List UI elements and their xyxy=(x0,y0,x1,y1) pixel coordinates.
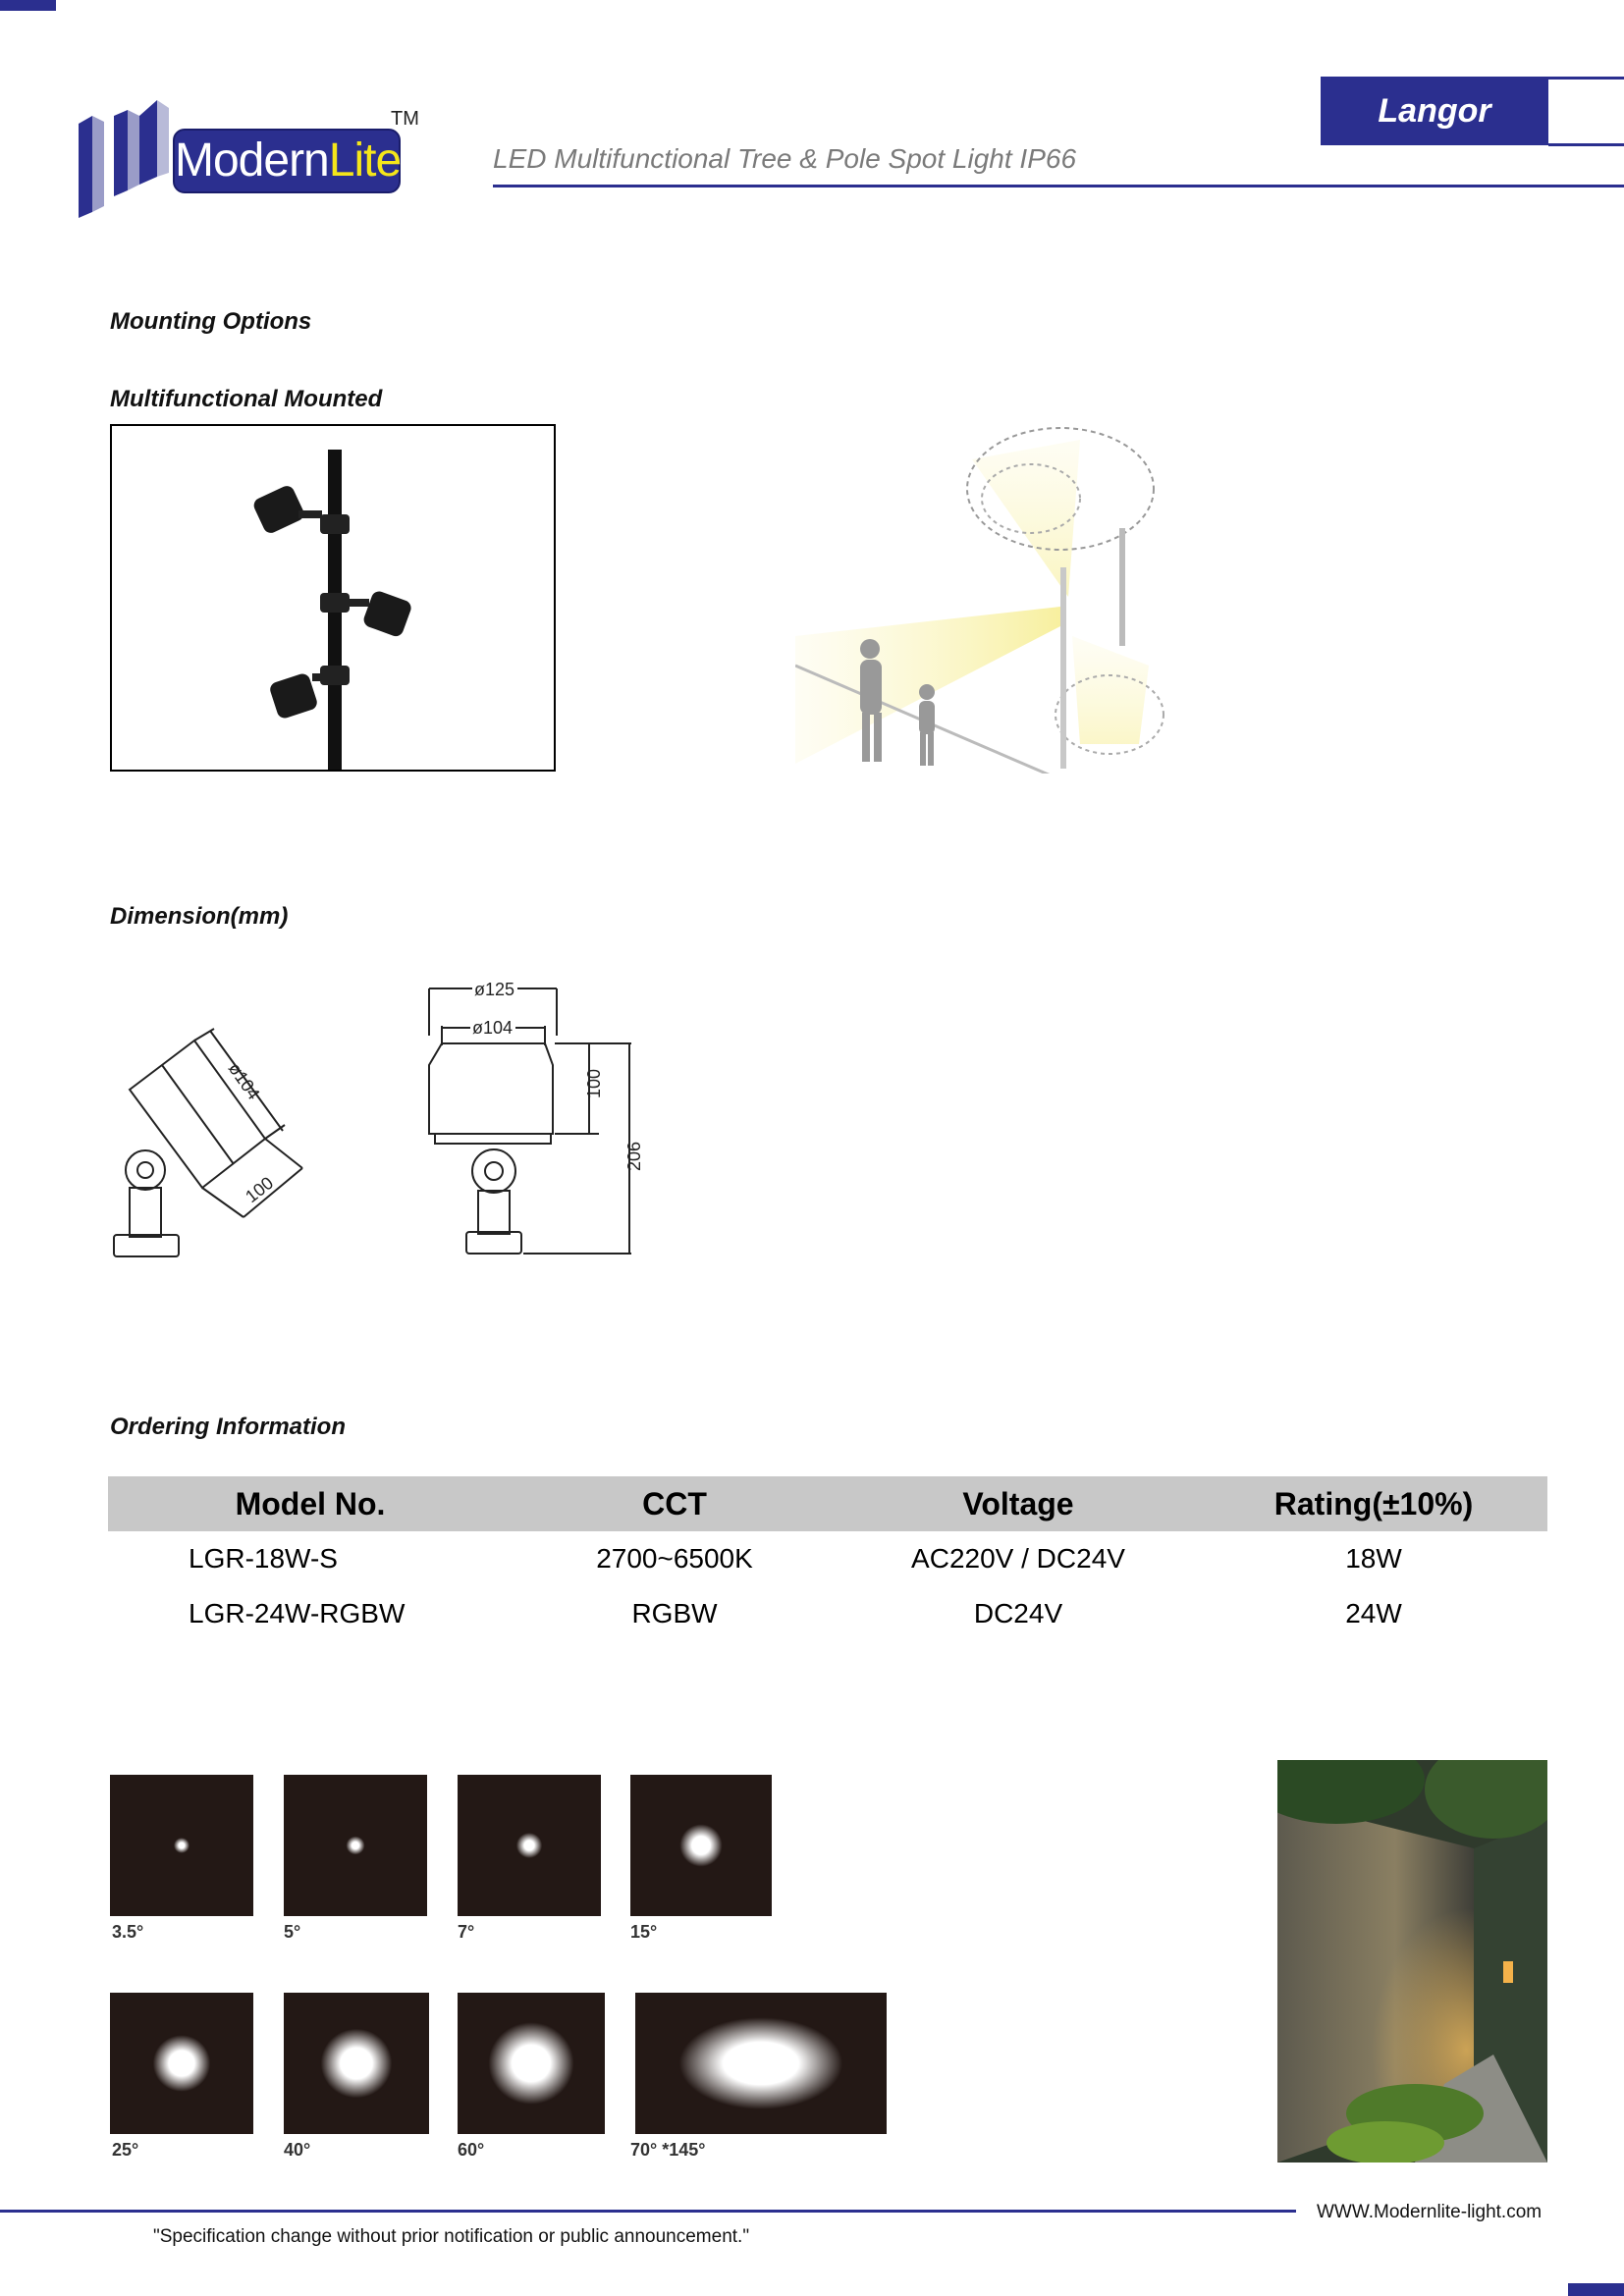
beam-swatch-15 xyxy=(630,1775,772,1916)
side-depth-label: 100 xyxy=(242,1172,278,1207)
corner-accent-bottom xyxy=(1568,2283,1624,2296)
column-header-model: Model No. xyxy=(108,1476,513,1531)
cell-rating: 18W xyxy=(1345,1543,1402,1574)
cell-rating: 24W xyxy=(1345,1598,1402,1629)
ordering-information-heading: Ordering Information xyxy=(110,1414,346,1440)
beam-label-60: 60° xyxy=(458,2140,485,2160)
product-subtitle: LED Multifunctional Tree & Pole Spot Light IP66 xyxy=(493,143,1077,174)
beam-swatch-70x145 xyxy=(635,1993,887,2134)
column-header-cct: CCT xyxy=(513,1476,837,1531)
cell-model: LGR-18W-S xyxy=(189,1543,338,1574)
side-diameter-label: ø104 xyxy=(224,1058,264,1103)
modernlite-logo xyxy=(75,96,428,218)
brand-tab-top-rule xyxy=(1548,77,1624,80)
front-body-height-label: 100 xyxy=(584,1068,604,1098)
table-row xyxy=(108,1586,1547,1641)
table-row xyxy=(108,1531,1547,1586)
beam-swatch-7 xyxy=(458,1775,601,1916)
beam-label-70x145: 70° *145° xyxy=(630,2140,706,2160)
multifunctional-mounted-heading: Multifunctional Mounted xyxy=(110,386,383,412)
column-header-voltage: Voltage xyxy=(837,1476,1200,1531)
beam-label-7: 7° xyxy=(458,1922,475,1942)
dimension-heading: Dimension(mm) xyxy=(110,903,289,930)
front-outer-diameter-label: ø125 xyxy=(474,980,515,999)
specification-notice: "Specification change without prior notification or public announcement." xyxy=(153,2226,750,2247)
cell-voltage: DC24V xyxy=(973,1598,1063,1629)
front-total-height-label: 206 xyxy=(624,1141,644,1171)
corner-accent-top xyxy=(0,0,56,11)
column-header-rating: Rating(±10%) xyxy=(1200,1476,1547,1531)
pole-mount-figure xyxy=(110,424,556,772)
pole-with-spotlights-icon xyxy=(112,426,554,770)
front-inner-diameter-label: ø104 xyxy=(472,1018,514,1038)
beam-swatch-3-5 xyxy=(110,1775,253,1916)
header-rule xyxy=(493,185,1624,187)
beam-label-3-5: 3.5° xyxy=(112,1922,144,1942)
footer-rule xyxy=(0,2210,1296,2213)
beam-label-15: 15° xyxy=(630,1922,658,1942)
beam-swatch-40 xyxy=(284,1993,429,2134)
beam-label-40: 40° xyxy=(284,2140,311,2160)
table-header-row xyxy=(108,1476,1547,1531)
beam-label-25: 25° xyxy=(112,2140,139,2160)
brand-name-box: Langor xyxy=(1321,77,1548,145)
brand-tab-rule xyxy=(1548,143,1624,146)
logo-mark-icon xyxy=(75,96,183,218)
cell-model: LGR-24W-RGBW xyxy=(189,1598,406,1629)
side-view-drawing xyxy=(108,1021,314,1266)
cell-cct: RGBW xyxy=(631,1598,718,1629)
trademark-symbol: TM xyxy=(391,108,419,130)
beam-label-5: 5° xyxy=(284,1922,301,1942)
tree-lighting-scene-icon xyxy=(795,420,1237,774)
ordering-table xyxy=(108,1476,1547,1641)
mounting-options-heading: Mounting Options xyxy=(110,308,312,335)
beam-swatch-5 xyxy=(284,1775,427,1916)
cell-voltage: AC220V / DC24V xyxy=(911,1543,1125,1574)
front-view-drawing xyxy=(417,977,653,1266)
logo-wordmark xyxy=(173,129,401,193)
beam-swatch-60 xyxy=(458,1993,605,2134)
website-url: WWW.Modernlite-light.com xyxy=(1317,2202,1543,2222)
beam-swatch-25 xyxy=(110,1993,253,2134)
logo-word-modern: Modern xyxy=(175,134,329,187)
cell-cct: 2700~6500K xyxy=(596,1543,753,1574)
garden-wall-photo xyxy=(1277,1760,1547,2163)
logo-word-lite: Lite xyxy=(328,134,402,187)
